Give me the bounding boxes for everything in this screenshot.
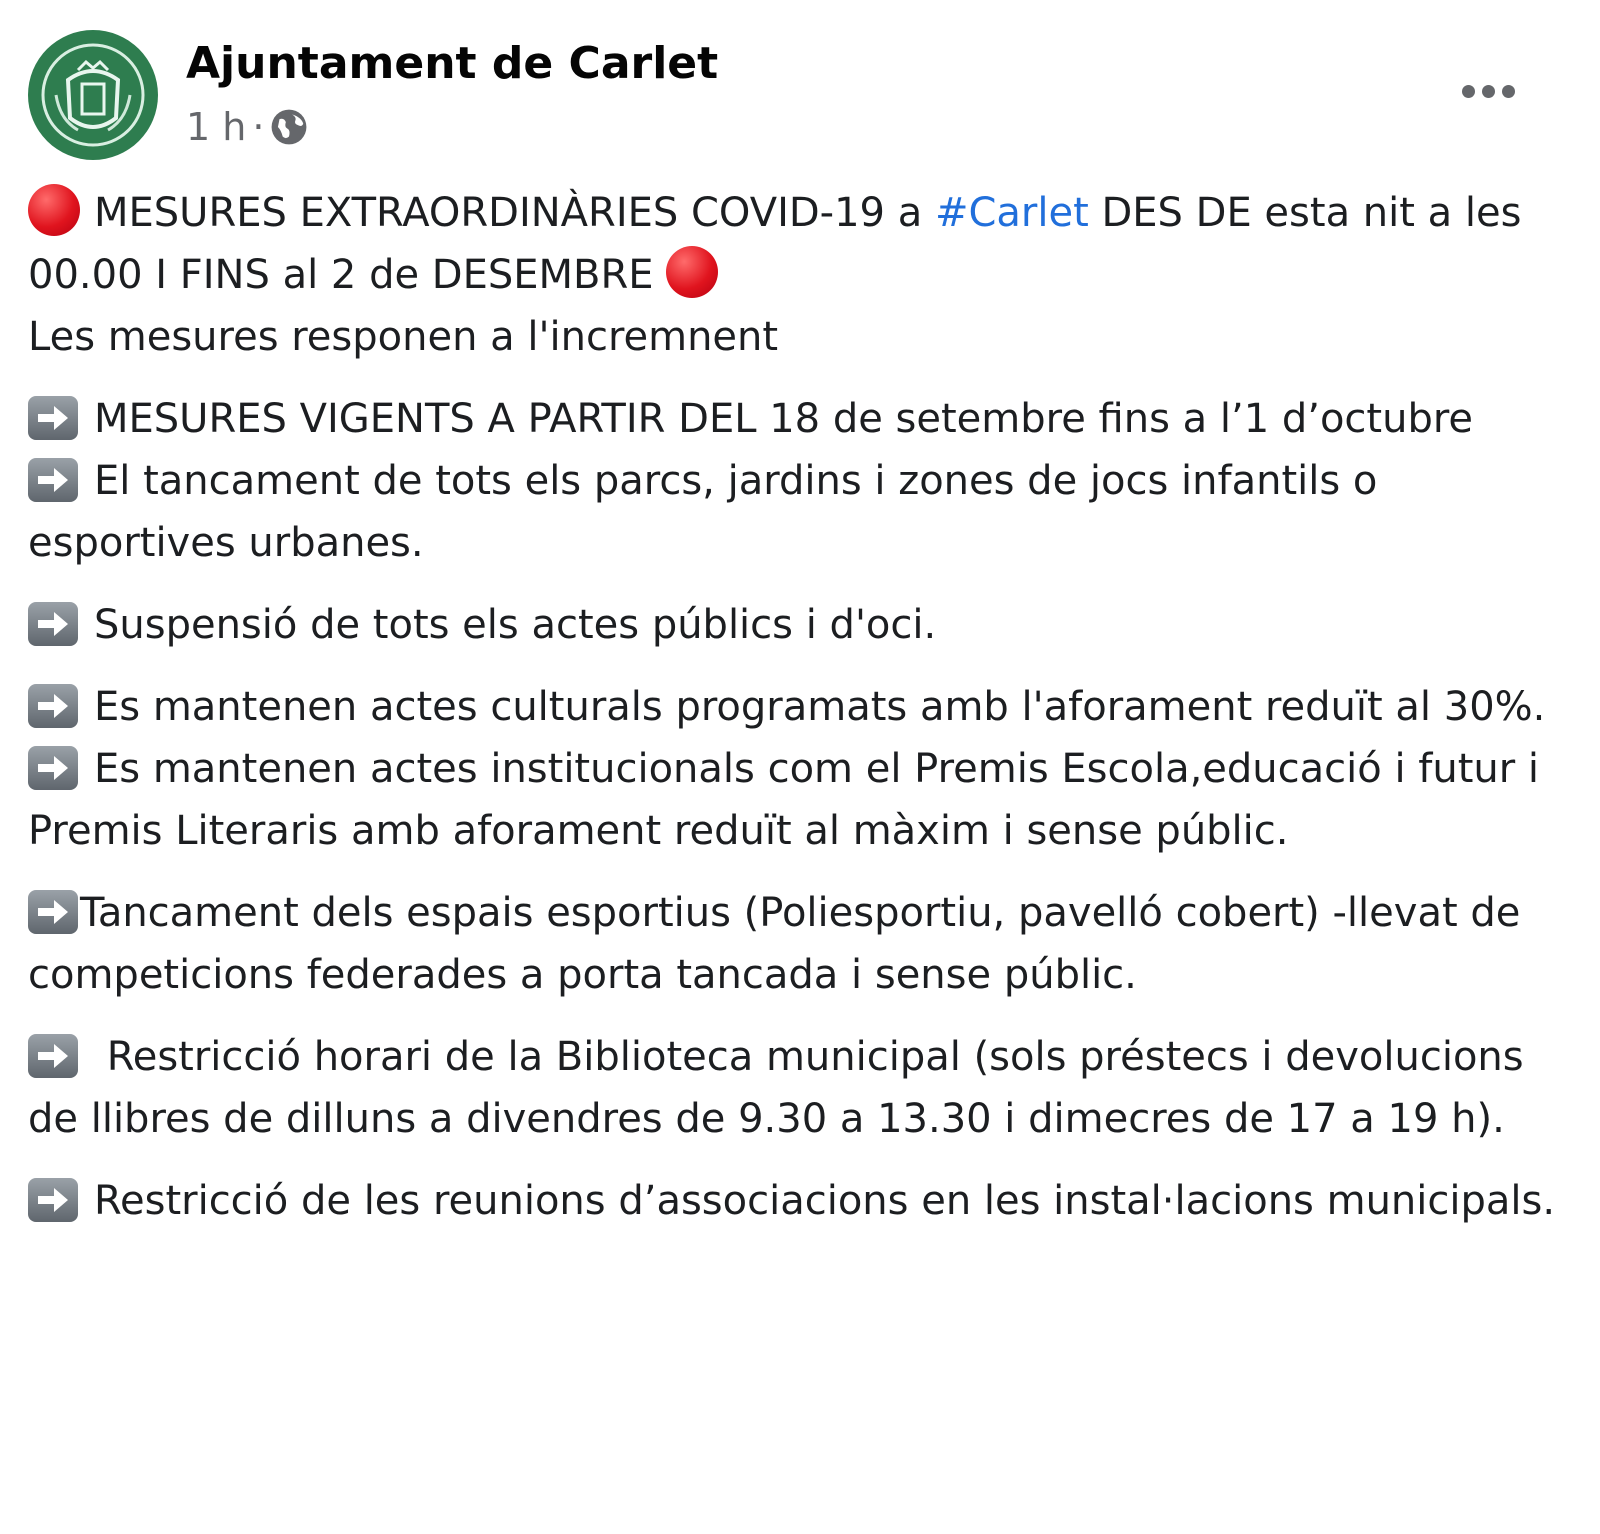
measure-item: Restricció de les reunions d’associacions en les instal·lacions municipals. bbox=[94, 1178, 1556, 1224]
headline-text-end: DES DE esta nit a les 00.00 I FINS al 2 de DESEMBRE bbox=[28, 190, 1522, 298]
post-header bbox=[28, 30, 1568, 162]
measure-item: Tancament dels espais esportius (Poliesportiu, pavelló cobert) -llevat de competicions federades a porta tancada i sense públic. bbox=[28, 890, 1521, 998]
more-options-icon[interactable] bbox=[1448, 66, 1528, 116]
measure-group bbox=[28, 676, 1576, 738]
right-arrow-icon bbox=[28, 458, 78, 502]
measure-group bbox=[28, 388, 1576, 450]
town-crest-logo bbox=[38, 40, 148, 150]
post-meta bbox=[186, 100, 308, 154]
red-circle-icon bbox=[28, 184, 80, 236]
measure-item: Suspensió de tots els actes públics i d'oci. bbox=[94, 602, 937, 648]
post-text bbox=[28, 182, 1576, 1252]
headline-paragraph bbox=[28, 182, 1576, 368]
measure-group bbox=[28, 450, 1576, 574]
right-arrow-icon bbox=[28, 890, 78, 934]
measure-item: Restricció horari de la Biblioteca municipal (sols préstecs i devolucions de llibres de dilluns a divendres de 9.30 a 13.30 i dimecres de 17 a 19 h). bbox=[28, 1034, 1524, 1142]
right-arrow-icon bbox=[28, 1178, 78, 1222]
right-arrow-icon bbox=[28, 746, 78, 790]
page-avatar[interactable] bbox=[28, 30, 158, 160]
right-arrow-icon bbox=[28, 684, 78, 728]
meta-separator: · bbox=[252, 105, 265, 149]
right-arrow-icon bbox=[28, 1034, 78, 1078]
measure-group bbox=[28, 882, 1576, 1006]
hashtag-link[interactable]: #Carlet bbox=[934, 190, 1089, 236]
more-dot bbox=[1462, 85, 1475, 98]
headline-text-start: MESURES EXTRAORDINÀRIES COVID-19 a bbox=[94, 190, 935, 236]
measure-item: MESURES VIGENTS A PARTIR DEL 18 de setembre fins a l’1 d’octubre bbox=[94, 396, 1474, 442]
measure-item: Es mantenen actes culturals programats amb l'aforament reduït al 30%. bbox=[94, 684, 1546, 730]
measure-group bbox=[28, 1026, 1576, 1150]
intro-text: Les mesures responen a l'incremnent bbox=[28, 314, 779, 360]
right-arrow-icon bbox=[28, 396, 78, 440]
red-circle-icon bbox=[666, 246, 718, 298]
measure-group bbox=[28, 738, 1576, 862]
measure-group bbox=[28, 594, 1576, 656]
measure-group bbox=[28, 1170, 1576, 1232]
more-dot bbox=[1502, 85, 1515, 98]
measure-item: Es mantenen actes institucionals com el Premis Escola,educació i futur i Premis Literaris amb aforament reduït al màxim i sense públic. bbox=[28, 746, 1540, 854]
post-timestamp[interactable]: 1 h bbox=[186, 105, 247, 149]
measure-item: El tancament de tots els parcs, jardins i zones de jocs infantils o esportives urbanes. bbox=[28, 458, 1378, 566]
more-dot bbox=[1482, 85, 1495, 98]
globe-icon[interactable] bbox=[270, 108, 308, 146]
page-name-link[interactable]: Ajuntament de Carlet bbox=[186, 38, 719, 89]
right-arrow-icon bbox=[28, 602, 78, 646]
